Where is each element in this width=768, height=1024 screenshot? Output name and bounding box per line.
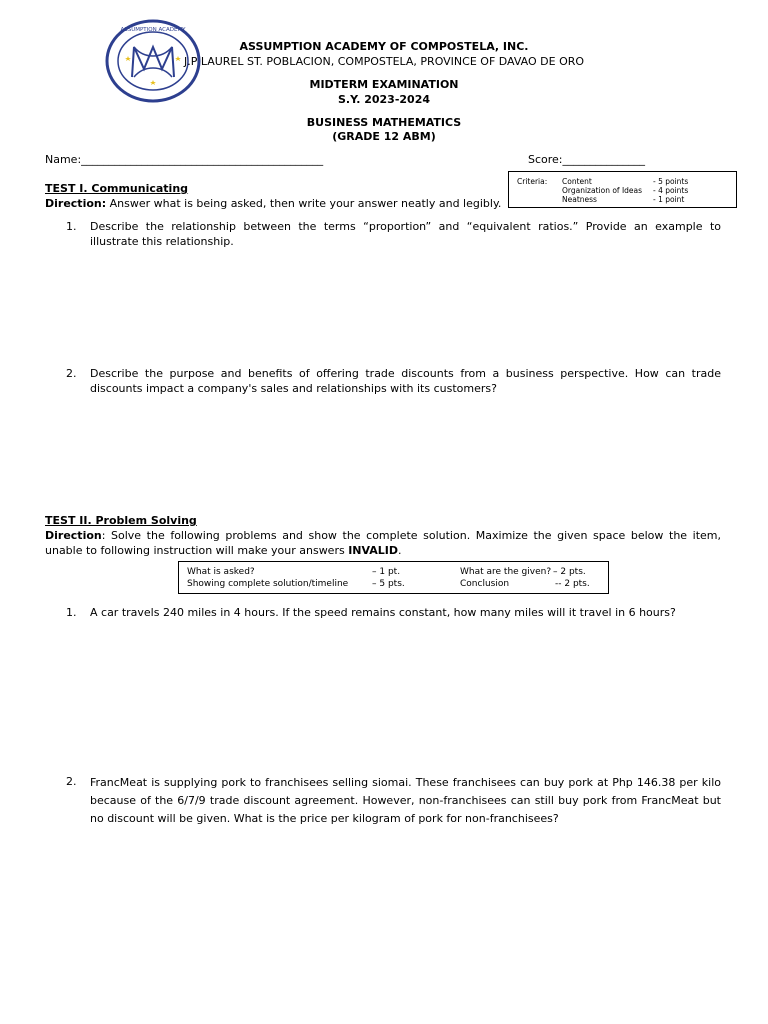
exam-title: MIDTERM EXAMINATION [309, 78, 459, 91]
question-number: 1. [66, 606, 77, 619]
name-field[interactable]: Name:____________________________________________ [45, 153, 324, 166]
criteria-points: - 5 points [653, 177, 689, 186]
test2-question-1: A car travels 240 miles in 4 hours. If the speed remains constant, how many miles will it travel in 6 hours? [90, 606, 676, 619]
score-field[interactable]: Score:_______________ [528, 153, 646, 166]
question-number: 2. [66, 775, 77, 788]
rubric-points: – 2 pts. [553, 567, 586, 577]
test1-direction [45, 196, 515, 211]
direction-end: . [398, 544, 402, 557]
school-year: S.Y. 2023-2024 [337, 93, 431, 106]
rubric-item: Showing complete solution/timeline [187, 579, 349, 589]
test1-title: TEST I. Communicating [45, 182, 189, 195]
test1-question-1: Describe the relationship between the terms “proportion” and “equivalent ratios.” Provide an example to illustrate this relationship. [90, 220, 721, 248]
criteria-item: Neatness [562, 195, 597, 204]
rubric-points: -- 2 pts. [555, 579, 590, 589]
criteria-item: Organization of Ideas [562, 186, 643, 195]
svg-text:ASSUMPTION ACADEMY: ASSUMPTION ACADEMY [120, 27, 186, 33]
school-name: ASSUMPTION ACADEMY OF COMPOSTELA, INC. [239, 40, 529, 53]
test2-question-2: FrancMeat is supplying pork to franchisees selling siomai. These franchisees can buy pork at Php 146.38 per kilo because of the 6/7/9 trade discount agreement. However, non-franchisees can still buy pork from FrancMeat but no discount will be given. What is the price per kilogram of pork for non-franchisees? [90, 776, 721, 825]
direction-label: Direction: [45, 197, 107, 210]
criteria-points: - 1 point [653, 195, 685, 204]
school-address: J.P LAUREL ST. POBLACION, COMPOSTELA, PROVINCE OF DAVAO DE ORO [183, 55, 585, 68]
direction-label: Direction [45, 529, 102, 542]
direction-emphasis: INVALID [348, 544, 399, 557]
rubric-item: What are the given? [460, 567, 552, 577]
rubric-box [178, 561, 609, 594]
criteria-points: - 4 points [653, 186, 689, 195]
criteria-item: Content [562, 177, 592, 186]
test2-title: TEST II. Problem Solving [45, 514, 197, 527]
direction-text: : Solve the following problems and show the complete solution. Maximize the given space below the item, unable to following instruction will make your answers [45, 529, 721, 557]
rubric-points: – 5 pts. [372, 579, 405, 589]
criteria-label: Criteria: [517, 177, 548, 186]
rubric-points: – 1 pt. [372, 567, 401, 577]
question-number: 2. [66, 367, 77, 380]
test2-direction [45, 528, 721, 558]
rubric-item: Conclusion [460, 579, 510, 589]
criteria-box [508, 171, 737, 208]
question-number: 1. [66, 220, 77, 233]
subject-title: BUSINESS MATHEMATICS [306, 116, 462, 129]
grade-level: (GRADE 12 ABM) [332, 130, 436, 143]
test1-question-2: Describe the purpose and benefits of offering trade discounts from a business perspective. How can trade discounts impact a company's sales and relationships with its customers? [90, 367, 721, 395]
direction-text: Answer what is being asked, then write your answer neatly and legibly. [106, 197, 502, 210]
rubric-item: What is asked? [187, 567, 255, 577]
